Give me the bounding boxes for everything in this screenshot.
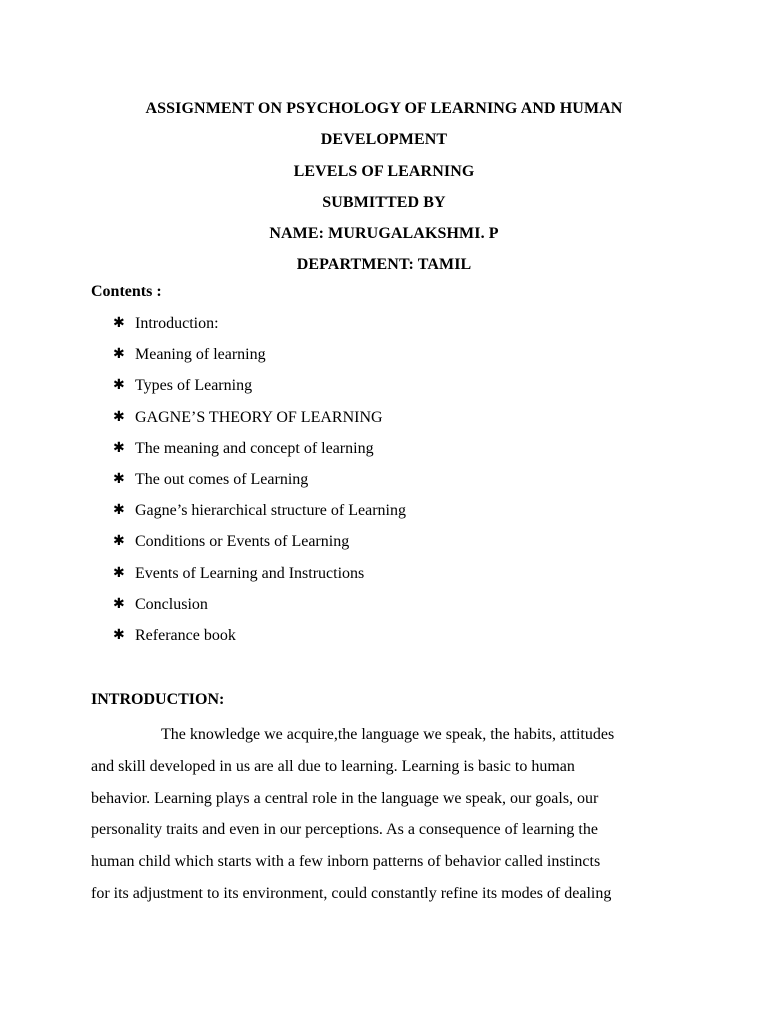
list-item-label: Conclusion xyxy=(135,595,208,613)
paragraph-line: for its adjustment to its environment, could constantly refine its modes of dealing xyxy=(91,884,612,902)
list-item-label: Events of Learning and Instructions xyxy=(135,564,365,582)
paragraph-line: behavior. Learning plays a central role in the language we speak, our goals, our xyxy=(91,789,599,807)
paragraph-line: personality traits and even in our perceptions. As a consequence of learning the xyxy=(91,821,598,839)
list-item-label: Conditions or Events of Learning xyxy=(135,533,350,551)
asterisk-bullet-icon: ✱ xyxy=(113,627,125,643)
list-item xyxy=(113,374,406,405)
asterisk-bullet-icon: ✱ xyxy=(113,596,125,612)
asterisk-bullet-icon: ✱ xyxy=(113,440,125,456)
list-item-label: Referance book xyxy=(135,626,236,644)
asterisk-bullet-icon: ✱ xyxy=(113,534,125,550)
asterisk-bullet-icon: ✱ xyxy=(113,347,125,363)
list-item-label: Types of Learning xyxy=(135,377,253,395)
asterisk-bullet-icon: ✱ xyxy=(113,565,125,581)
list-item-label: The meaning and concept of learning xyxy=(135,439,374,457)
asterisk-bullet-icon: ✱ xyxy=(113,503,125,519)
department-name: DEPARTMENT: TAMIL xyxy=(296,256,472,274)
contents-heading: Contents : xyxy=(91,283,162,300)
list-item-label: Gagne’s hierarchical structure of Learning xyxy=(135,502,406,520)
list-item xyxy=(113,562,406,593)
list-item xyxy=(113,593,406,624)
asterisk-bullet-icon: ✱ xyxy=(113,409,125,425)
list-item xyxy=(113,499,406,530)
submitted-by-label: SUBMITTED BY xyxy=(322,193,446,211)
levels-of-learning-heading: LEVELS OF LEARNING xyxy=(293,162,475,180)
list-item xyxy=(113,468,406,499)
list-item xyxy=(113,312,406,343)
list-item xyxy=(113,343,406,374)
list-item xyxy=(113,406,406,437)
list-item xyxy=(113,437,406,468)
paragraph-line: and skill developed in us are all due to learning. Learning is basic to human xyxy=(91,757,575,775)
contents-list xyxy=(113,312,406,655)
assignment-title-line-1: ASSIGNMENT ON PSYCHOLOGY OF LEARNING AND HUMAN xyxy=(145,100,623,117)
list-item-label: GAGNE’S THEORY OF LEARNING xyxy=(135,408,383,426)
asterisk-bullet-icon: ✱ xyxy=(113,378,125,394)
asterisk-bullet-icon: ✱ xyxy=(113,471,125,487)
list-item xyxy=(113,624,406,655)
introduction-paragraph xyxy=(91,719,671,910)
list-item xyxy=(113,530,406,561)
introduction-heading: INTRODUCTION: xyxy=(91,691,225,708)
student-name: NAME: MURUGALAKSHMI. P xyxy=(269,225,499,243)
title-block xyxy=(0,93,768,281)
paragraph-line: The knowledge we acquire,the language we speak, the habits, attitudes xyxy=(161,726,615,743)
asterisk-bullet-icon: ✱ xyxy=(113,316,125,331)
list-item-label: Introduction: xyxy=(135,315,219,332)
assignment-title-line-2: DEVELOPMENT xyxy=(320,131,448,149)
paragraph-line: human child which starts with a few inborn patterns of behavior called instincts xyxy=(91,853,601,871)
list-item-label: Meaning of learning xyxy=(135,346,266,364)
list-item-label: The out comes of Learning xyxy=(135,470,309,488)
